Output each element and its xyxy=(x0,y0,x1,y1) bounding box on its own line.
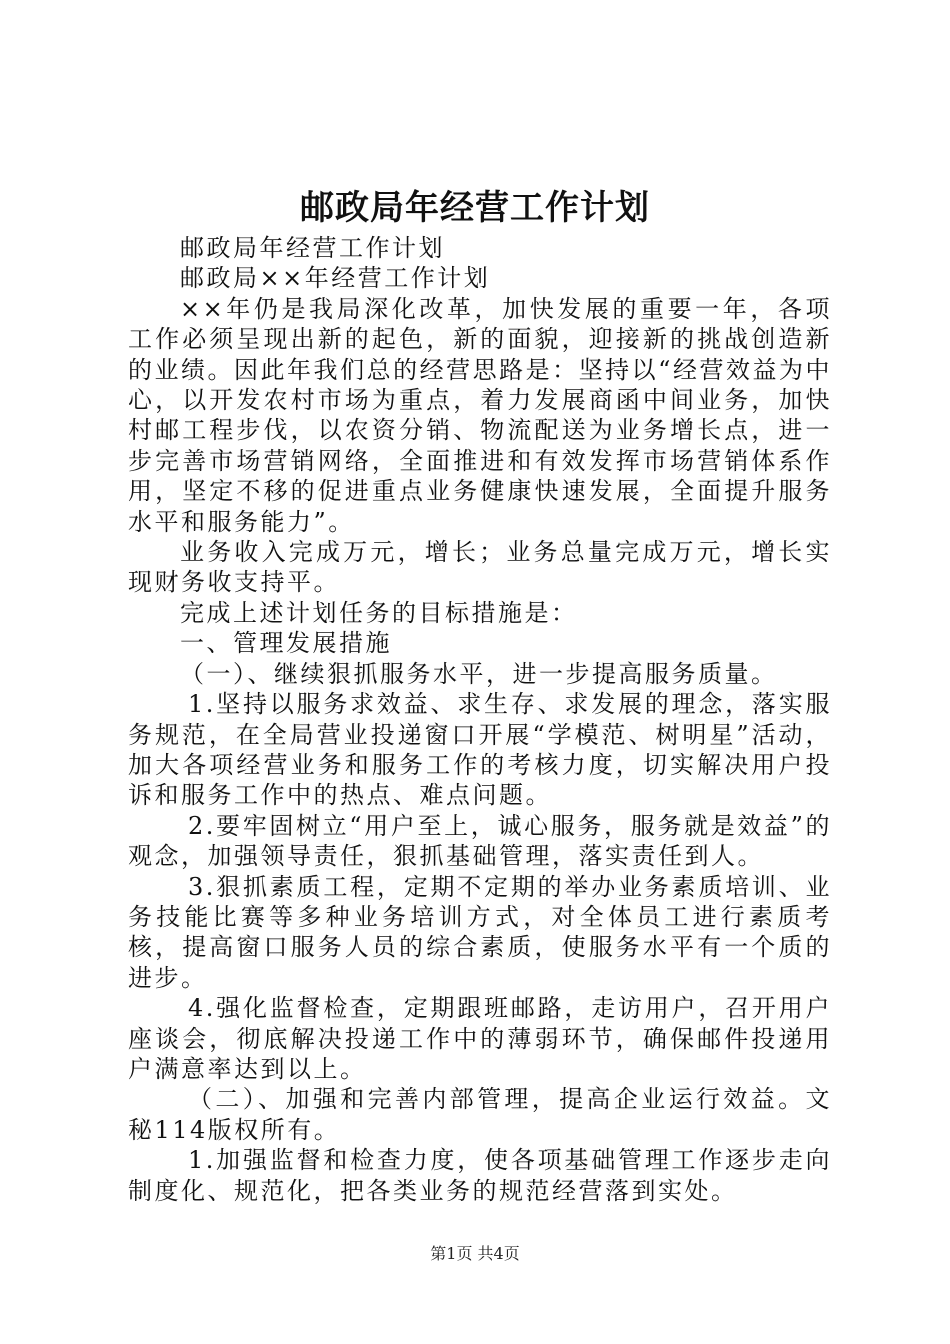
document-body xyxy=(128,233,832,1206)
paragraph: 完成上述计划任务的目标措施是： xyxy=(180,598,578,627)
section-heading: 一、管理发展措施 xyxy=(180,629,392,658)
paragraph: 邮政局××年经营工作计划 xyxy=(180,264,491,293)
document-title: 邮政局年经营工作计划 xyxy=(300,188,650,228)
list-item: 4.强化监督检查，定期跟班邮路，走访用户，召开用户座谈会，彻底解决投递工作中的薄弱环节，确保邮件投递用户满意率达到以上。 xyxy=(128,994,832,1083)
list-item: 1.加强监督和检查力度，使各项基础管理工作逐步走向制度化、规范化，把各类业务的规范经营落到实处。 xyxy=(128,1146,832,1205)
subsection-heading: （二）、加强和完善内部管理，提高企业运行效益。文秘114版权所有。 xyxy=(128,1085,832,1144)
subsection-heading: （一）、继续狠抓服务水平，进一步提高服务质量。 xyxy=(180,659,778,688)
paragraph: 邮政局年经营工作计划 xyxy=(180,234,445,262)
page-footer: 第1页 共4页 xyxy=(430,1244,520,1263)
list-item: 1.坚持以服务求效益、求生存、求发展的理念，落实服务规范，在全局营业投递窗口开展“学模范、树明星”活动，加大各项经营业务和服务工作的考核力度，切实解决用户投诉和服务工作中的热点、难点问题。 xyxy=(128,690,832,810)
paragraph: 业务收入完成万元，增长；业务总量完成万元，增长实现财务收支持平。 xyxy=(128,538,832,597)
list-item: 3.狠抓素质工程，定期不定期的举办业务素质培训、业务技能比赛等多种业务培训方式，对全体员工进行素质考核，提高窗口服务人员的综合素质，使服务水平有一个质的进步。 xyxy=(128,872,832,992)
paragraph: ××年仍是我局深化改革，加快发展的重要一年，各项工作必须呈现出新的起色，新的面貌，迎接新的挑战创造新的业绩。因此年我们总的经营思路是：坚持以“经营效益为中心，以开发农村市场为重点，着力发展商函中间业务，加快村邮工程步伐，以农资分销、物流配送为业务增长点，进一步完善市场营销网络，全面推进和有效发挥市场营销体系作用，坚定不移的促进重点业务健康快速发展，全面提升服务水平和服务能力”。 xyxy=(128,294,832,536)
list-item: 2.要牢固树立“用户至上，诚心服务，服务就是效益”的观念，加强领导责任，狠抓基础管理，落实责任到人。 xyxy=(128,811,832,871)
